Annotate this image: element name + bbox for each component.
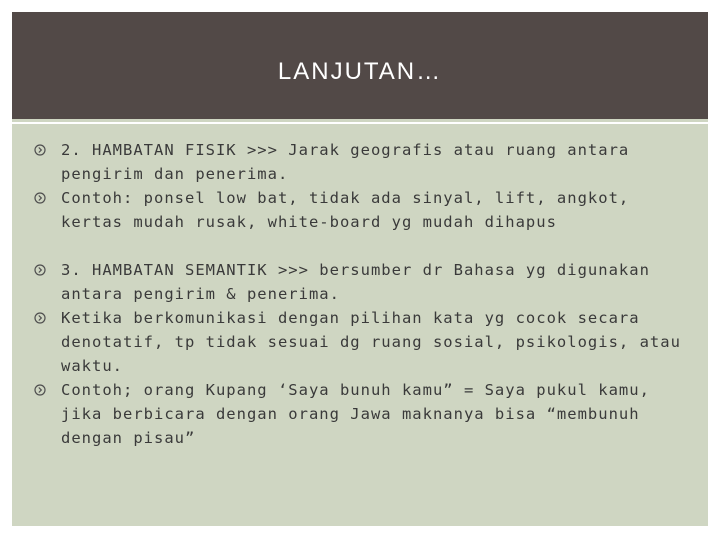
bullet-item [34, 258, 694, 306]
slide-content [34, 138, 694, 450]
slide-title: LANJUTAN… [277, 58, 443, 85]
title-divider [12, 122, 708, 124]
bullet-text: 2. HAMBATAN FISIK >>> Jarak geografis atau ruang antara pengirim dan penerima. [61, 141, 630, 183]
bullet-item [34, 186, 694, 234]
bullet-text: Contoh; orang Kupang ‘Saya bunuh kamu” = Saya pukul kamu, jika berbicara dengan orang Jawa maknanya bisa “membunuh dengan pisau” [61, 381, 650, 447]
slide [12, 12, 708, 526]
bullet-circle-icon [34, 384, 46, 396]
bullet-circle-icon [34, 312, 46, 324]
title-bar [12, 12, 708, 119]
bullet-circle-icon [34, 264, 46, 276]
bullet-text: Contoh: ponsel low bat, tidak ada sinyal, lift, angkot, kertas mudah rusak, white-board yg mudah dihapus [61, 189, 630, 231]
bullet-item [34, 138, 694, 186]
bullet-circle-icon [34, 144, 46, 156]
bullet-text: 3. HAMBATAN SEMANTIK >>> bersumber dr Bahasa yg digunakan antara pengirim & penerima. [61, 261, 650, 303]
bullet-circle-icon [34, 192, 46, 204]
bullet-item [34, 378, 694, 450]
bullet-text: Ketika berkomunikasi dengan pilihan kata yg cocok secara denotatif, tp tidak sesuai dg ruang sosial, psikologis, atau waktu. [61, 309, 681, 375]
bullet-item [34, 306, 694, 378]
section-gap [34, 234, 694, 258]
